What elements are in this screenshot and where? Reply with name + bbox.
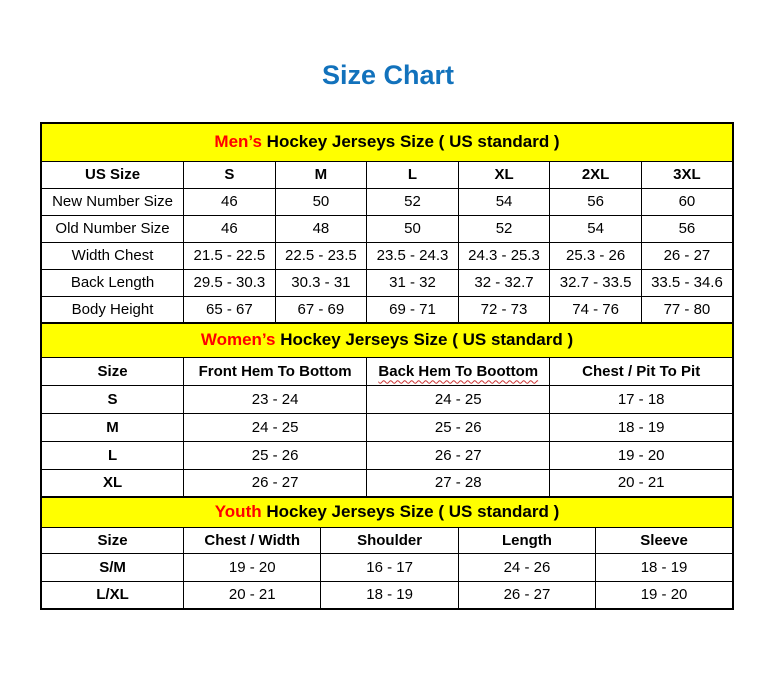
mens-value-cell: 25.3 - 26	[550, 242, 642, 269]
womens-value-cell: 24 - 25	[367, 385, 550, 413]
mens-value-cell: 65 - 67	[184, 296, 276, 323]
womens-size-table	[40, 322, 734, 498]
mens-table-row	[41, 215, 733, 242]
womens-col-header	[367, 357, 550, 385]
youth-row-label: L/XL	[41, 581, 184, 609]
womens-table-row	[41, 385, 733, 413]
youth-section-title	[41, 497, 733, 527]
mens-table-row	[41, 242, 733, 269]
mens-row-label: Width Chest	[41, 242, 184, 269]
mens-col-header: L	[367, 161, 459, 188]
womens-row-label: M	[41, 413, 184, 441]
youth-value-cell: 18 - 19	[596, 553, 733, 581]
womens-header-row	[41, 357, 733, 385]
mens-col-header: 3XL	[641, 161, 733, 188]
womens-value-cell: 27 - 28	[367, 469, 550, 497]
mens-col-header: XL	[458, 161, 550, 188]
womens-value-cell: 17 - 18	[550, 385, 733, 413]
mens-value-cell: 46	[184, 188, 276, 215]
womens-misspelled-header-text: Back Hem To Boottom	[378, 362, 539, 380]
mens-section-title	[41, 123, 733, 161]
womens-section-title	[41, 323, 733, 357]
mens-value-cell: 33.5 - 34.6	[641, 269, 733, 296]
mens-table-row	[41, 296, 733, 323]
youth-col-header: Shoulder	[321, 527, 458, 553]
womens-col-header: Size	[41, 357, 184, 385]
youth-col-header: Length	[458, 527, 595, 553]
mens-value-cell: 54	[550, 215, 642, 242]
mens-value-cell: 74 - 76	[550, 296, 642, 323]
youth-band-row	[41, 497, 733, 527]
youth-value-cell: 19 - 20	[596, 581, 733, 609]
mens-value-cell: 46	[184, 215, 276, 242]
mens-value-cell: 48	[275, 215, 367, 242]
mens-value-cell: 50	[367, 215, 459, 242]
mens-value-cell: 24.3 - 25.3	[458, 242, 550, 269]
womens-value-cell: 20 - 21	[550, 469, 733, 497]
youth-value-cell: 26 - 27	[458, 581, 595, 609]
womens-section-title-rest: Hockey Jerseys Size ( US standard )	[275, 330, 574, 350]
mens-table-row	[41, 188, 733, 215]
youth-value-cell: 20 - 21	[184, 581, 321, 609]
mens-band-row	[41, 123, 733, 161]
mens-value-cell: 56	[550, 188, 642, 215]
mens-section-title-highlight: Men’s	[214, 132, 262, 152]
youth-col-header: Size	[41, 527, 184, 553]
mens-value-cell: 67 - 69	[275, 296, 367, 323]
mens-value-cell: 52	[367, 188, 459, 215]
womens-value-cell: 25 - 26	[367, 413, 550, 441]
youth-value-cell: 24 - 26	[458, 553, 595, 581]
mens-row-label: Old Number Size	[41, 215, 184, 242]
womens-table-row	[41, 441, 733, 469]
mens-col-header: M	[275, 161, 367, 188]
youth-table-row	[41, 553, 733, 581]
mens-value-cell: 52	[458, 215, 550, 242]
womens-section-title-highlight: Women’s	[200, 330, 276, 350]
womens-table-row	[41, 413, 733, 441]
womens-value-cell: 26 - 27	[184, 469, 367, 497]
womens-value-cell: 25 - 26	[184, 441, 367, 469]
mens-header-row	[41, 161, 733, 188]
womens-band-row	[41, 323, 733, 357]
womens-row-label: S	[41, 385, 184, 413]
mens-col-header: US Size	[41, 161, 184, 188]
mens-value-cell: 22.5 - 23.5	[275, 242, 367, 269]
mens-col-header: S	[184, 161, 276, 188]
womens-row-label: L	[41, 441, 184, 469]
mens-value-cell: 56	[641, 215, 733, 242]
mens-size-table	[40, 122, 734, 324]
youth-header-row	[41, 527, 733, 553]
youth-value-cell: 18 - 19	[321, 581, 458, 609]
mens-value-cell: 21.5 - 22.5	[184, 242, 276, 269]
mens-value-cell: 23.5 - 24.3	[367, 242, 459, 269]
mens-value-cell: 31 - 32	[367, 269, 459, 296]
mens-value-cell: 50	[275, 188, 367, 215]
mens-section-title-rest: Hockey Jerseys Size ( US standard )	[261, 132, 560, 152]
womens-col-header: Chest / Pit To Pit	[550, 357, 733, 385]
womens-value-cell: 23 - 24	[184, 385, 367, 413]
youth-section-title-rest: Hockey Jerseys Size ( US standard )	[261, 502, 560, 522]
youth-table-row	[41, 581, 733, 609]
womens-value-cell: 19 - 20	[550, 441, 733, 469]
youth-col-header: Sleeve	[596, 527, 733, 553]
mens-row-label: New Number Size	[41, 188, 184, 215]
womens-value-cell: 18 - 19	[550, 413, 733, 441]
youth-size-table	[40, 496, 734, 610]
youth-value-cell: 19 - 20	[184, 553, 321, 581]
womens-row-label: XL	[41, 469, 184, 497]
mens-value-cell: 32.7 - 33.5	[550, 269, 642, 296]
youth-value-cell: 16 - 17	[321, 553, 458, 581]
mens-row-label: Body Height	[41, 296, 184, 323]
mens-table-row	[41, 269, 733, 296]
size-tables	[40, 122, 734, 610]
mens-value-cell: 29.5 - 30.3	[184, 269, 276, 296]
mens-value-cell: 72 - 73	[458, 296, 550, 323]
mens-value-cell: 32 - 32.7	[458, 269, 550, 296]
mens-value-cell: 26 - 27	[641, 242, 733, 269]
mens-value-cell: 77 - 80	[641, 296, 733, 323]
page-title: Size Chart	[321, 60, 455, 90]
mens-value-cell: 30.3 - 31	[275, 269, 367, 296]
womens-value-cell: 24 - 25	[184, 413, 367, 441]
mens-col-header: 2XL	[550, 161, 642, 188]
mens-row-label: Back Length	[41, 269, 184, 296]
womens-col-header: Front Hem To Bottom	[184, 357, 367, 385]
mens-value-cell: 69 - 71	[367, 296, 459, 323]
youth-col-header: Chest / Width	[184, 527, 321, 553]
mens-value-cell: 60	[641, 188, 733, 215]
womens-table-row	[41, 469, 733, 497]
youth-section-title-highlight: Youth	[214, 502, 262, 522]
youth-row-label: S/M	[41, 553, 184, 581]
womens-value-cell: 26 - 27	[367, 441, 550, 469]
mens-value-cell: 54	[458, 188, 550, 215]
